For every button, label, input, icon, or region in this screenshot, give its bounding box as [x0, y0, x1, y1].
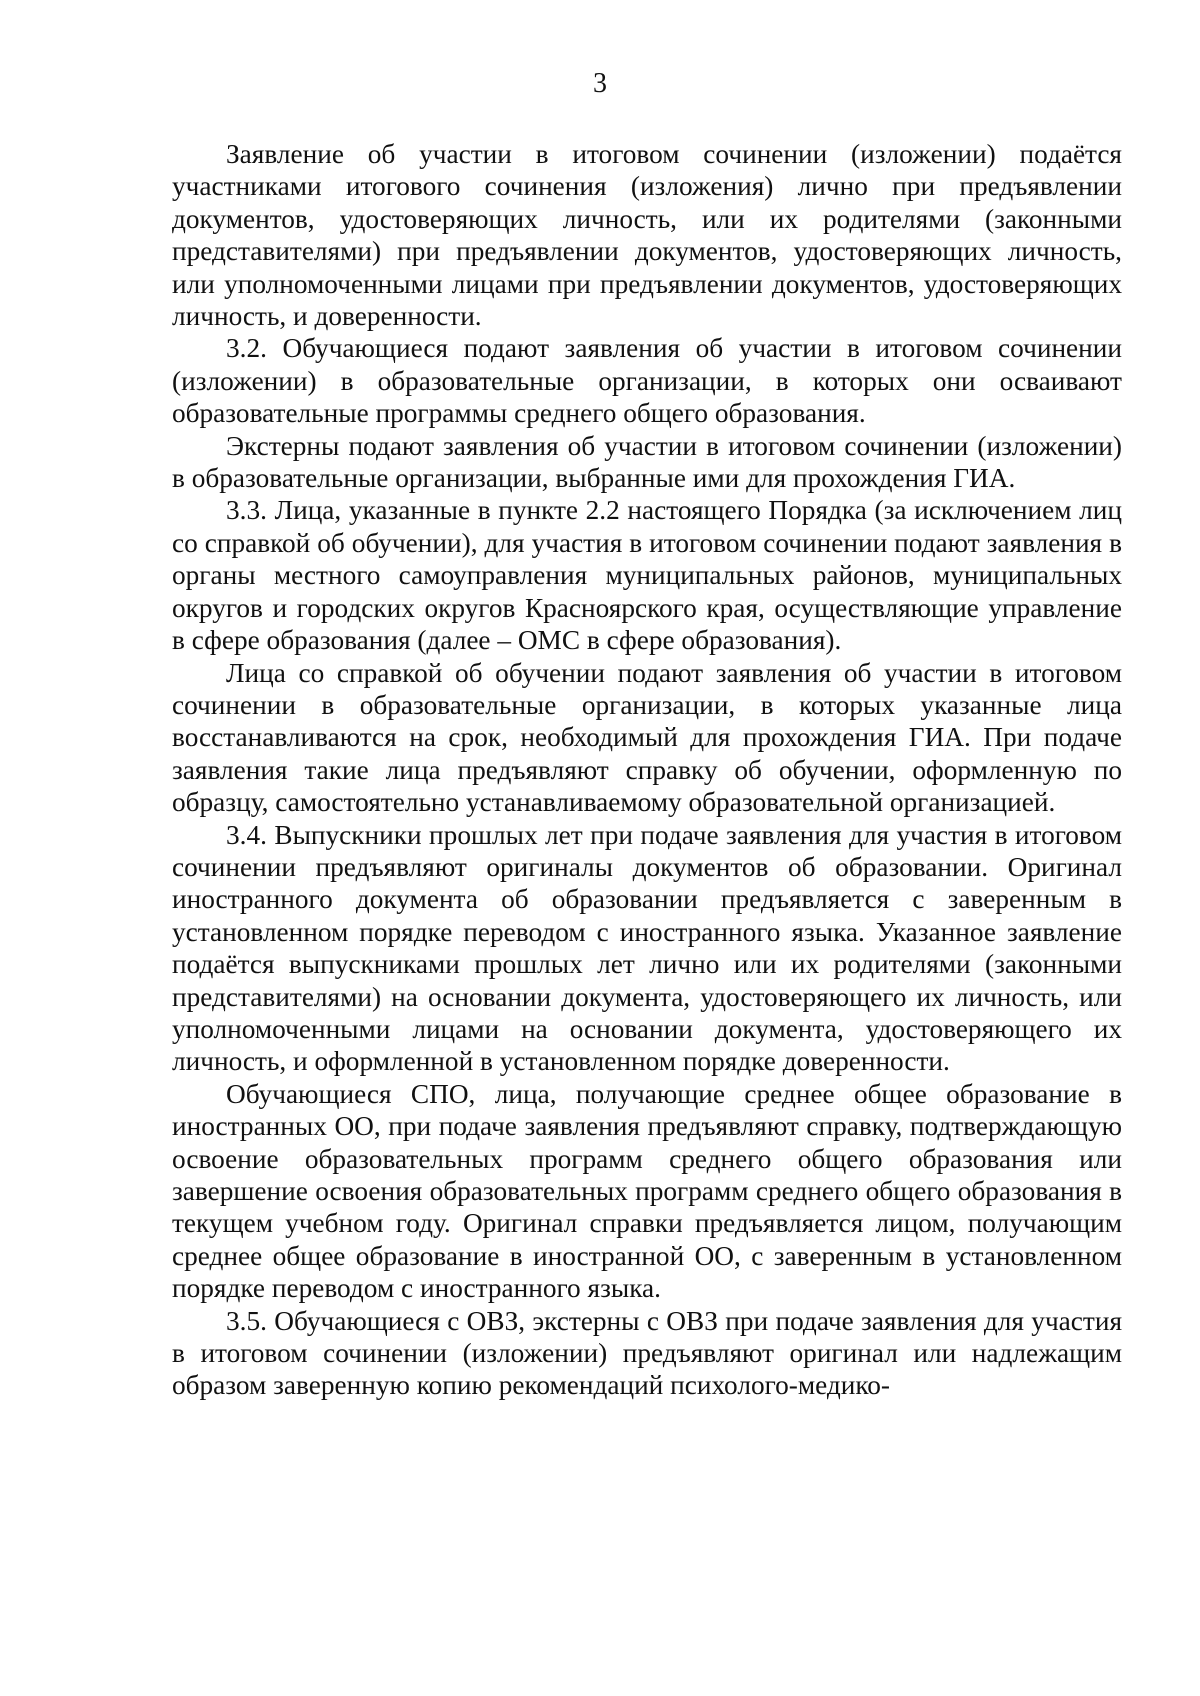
- paragraph-3-2: 3.2. Обучающиеся подают заявления об участии в итоговом сочинении (изложении) в образовательные организации, в которых они осваивают образовательные программы среднего общего образования.: [172, 333, 1122, 429]
- paragraph-certificate-holders: Лица со справкой об обучении подают заявления об участии в итоговом сочинении в образовательные организации, в которых указанные лица восстанавливаются на срок, необходимый для прохождения ГИА. При подаче заявления такие лица предъявляют справку об обучении, оформленную по образцу, самостоятельно устанавливаемому образовательной организацией.: [172, 657, 1122, 818]
- document-body: [172, 138, 1122, 1402]
- paragraph-3-3: 3.3. Лица, указанные в пункте 2.2 настоящего Порядка (за исключением лиц со справкой об обучении), для участия в итоговом сочинении подают заявления в органы местного самоуправления муниципальных районов, муниципальных округов и городских округов Красноярского края, осуществляющие управление в сфере образования (далее – ОМС в сфере образования).: [172, 495, 1122, 656]
- page-number: 3: [593, 68, 607, 99]
- paragraph-spo-students: Обучающиеся СПО, лица, получающие среднее общее образование в иностранных ОО, при подаче заявления предъявляют справку, подтверждающую освоение образовательных программ среднего общего образования или завершение освоения образовательных программ среднего общего образования в текущем учебном году. Оригинал справки предъявляется лицом, получающим среднее общее образование в иностранной ОО, с заверенным в установленном порядке переводом с иностранного языка.: [172, 1078, 1122, 1304]
- paragraph-application-submission: Заявление об участии в итоговом сочинении (изложении) подаётся участниками итогового сочинения (изложения) лично при предъявлении документов, удостоверяющих личность, или их родителями (законными представителями) при предъявлении документов, удостоверяющих личность, или уполномоченными лицами при предъявлении документов, удостоверяющих личность, и доверенности.: [172, 139, 1122, 332]
- paragraph-externs: Экстерны подают заявления об участии в итоговом сочинении (изложении) в образовательные организации, выбранные ими для прохождения ГИА.: [172, 430, 1122, 494]
- paragraph-3-5: 3.5. Обучающиеся с ОВЗ, экстерны с ОВЗ при подаче заявления для участия в итоговом сочинении (изложении) предъявляют оригинал или надлежащим образом заверенную копию рекомендаций психолого-медико-: [172, 1305, 1122, 1401]
- paragraph-3-4: 3.4. Выпускники прошлых лет при подаче заявления для участия в итоговом сочинении предъявляют оригиналы документов об образовании. Оригинал иностранного документа об образовании предъявляется с заверенным в установленном порядке переводом с иностранного языка. Указанное заявление подаётся выпускниками прошлых лет лично или их родителями (законными представителями) на основании документа, удостоверяющего их личность, или уполномоченными лицами на основании документа, удостоверяющего их личность, и оформленной в установленном порядке доверенности.: [172, 819, 1122, 1077]
